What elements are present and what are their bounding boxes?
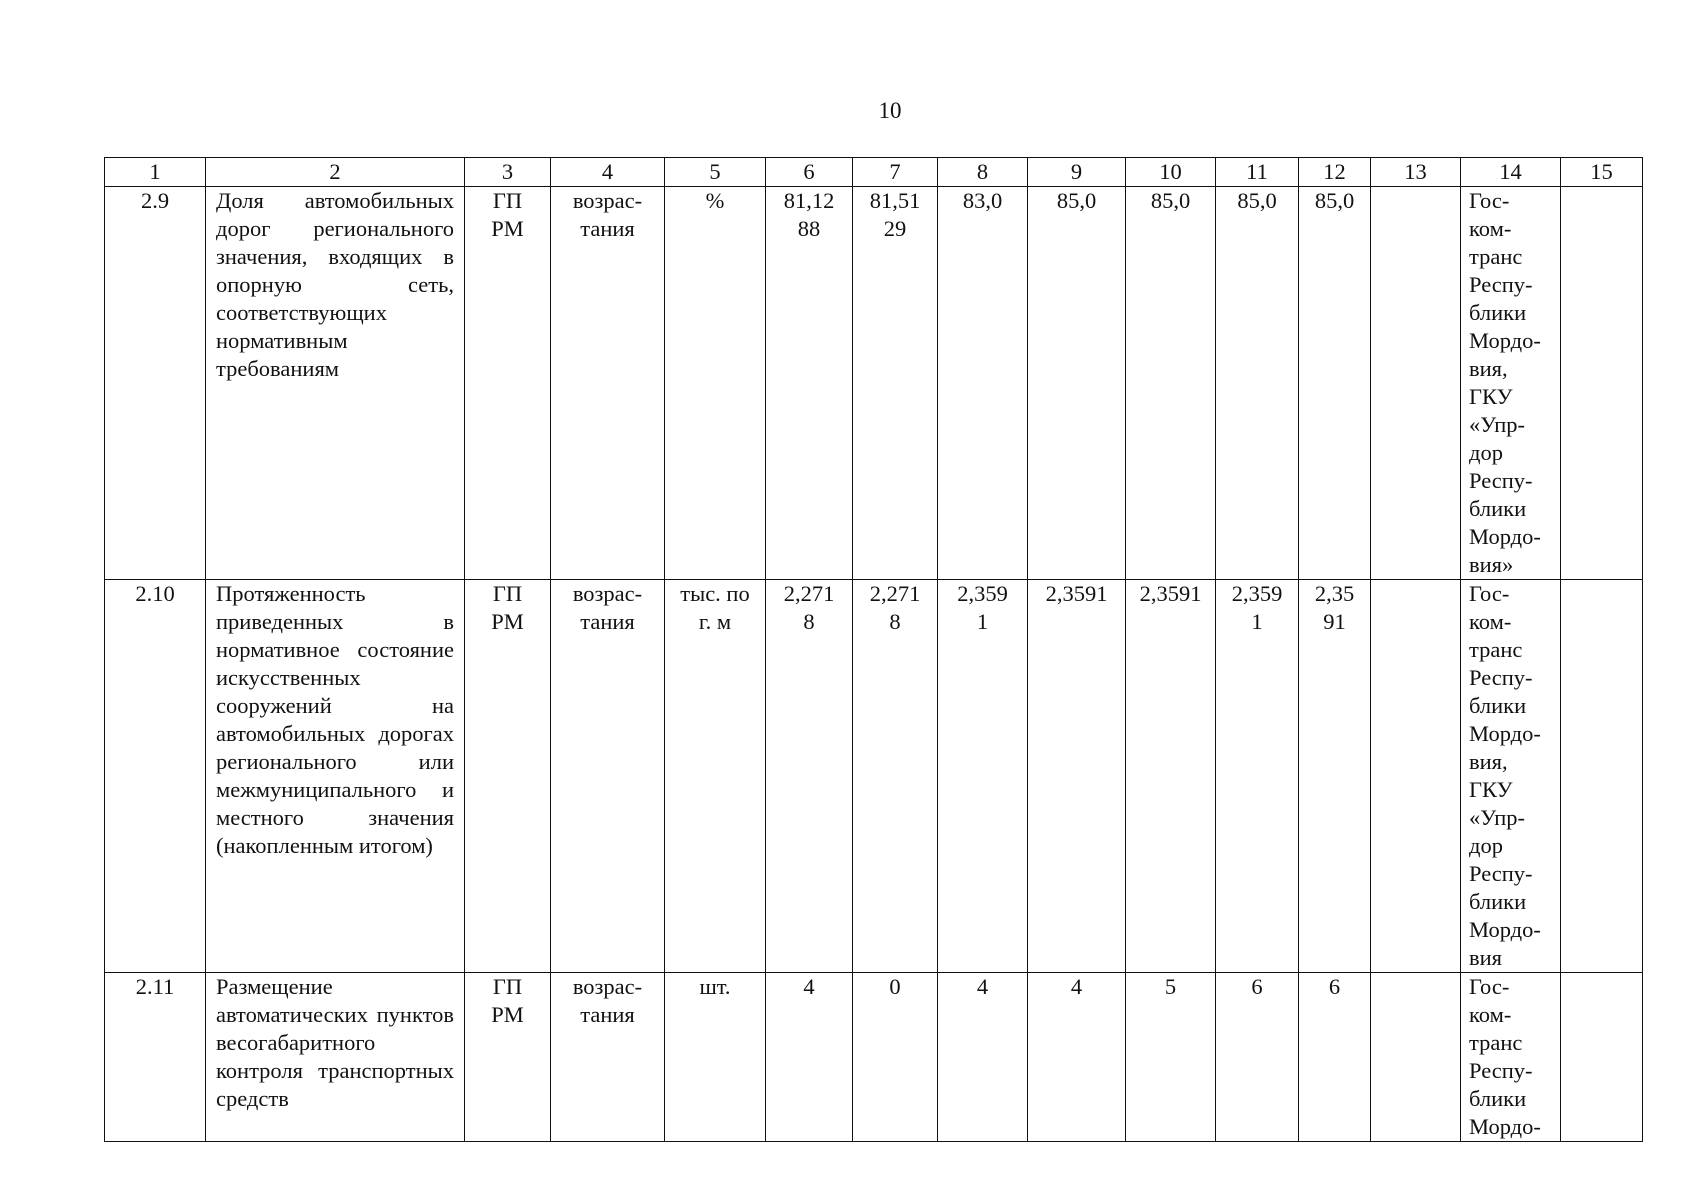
- value-cell: 2,3591: [1126, 580, 1216, 973]
- column-header: 6: [766, 158, 853, 187]
- column-header: 14: [1461, 158, 1561, 187]
- row-number: 2.11: [105, 973, 206, 1142]
- value-cell: [1371, 187, 1461, 580]
- table-header: [105, 158, 1643, 187]
- column-header: 9: [1028, 158, 1126, 187]
- column-header: 4: [551, 158, 665, 187]
- column-header: 1: [105, 158, 206, 187]
- value-cell: 2,271 8: [766, 580, 853, 973]
- table-row: [105, 580, 1643, 973]
- row-number: 2.9: [105, 187, 206, 580]
- table-row: [105, 187, 1643, 580]
- column-header: 2: [206, 158, 465, 187]
- indicator-name: Доля автомобильных дорог регионального значения, входящих в опорную сеть, соответствующих нормативным требованиям: [206, 187, 465, 580]
- value-cell: 6: [1216, 973, 1299, 1142]
- row-number: 2.10: [105, 580, 206, 973]
- unit-cell: %: [665, 187, 766, 580]
- column-header: 10: [1126, 158, 1216, 187]
- program-cell: ГП РМ: [465, 580, 551, 973]
- responsible-cell: Гос- ком- транс Респу- блики Мордо- вия, ГКУ «Упр- дор Респу- блики Мордо- вия»: [1461, 187, 1561, 580]
- value-cell: 5: [1126, 973, 1216, 1142]
- trend-cell: возрас- тания: [551, 187, 665, 580]
- value-cell: 85,0: [1299, 187, 1371, 580]
- value-cell: 81,51 29: [853, 187, 938, 580]
- unit-cell: тыс. по г. м: [665, 580, 766, 973]
- empty-cell: [1561, 580, 1643, 973]
- empty-cell: [1561, 187, 1643, 580]
- column-header: 8: [938, 158, 1028, 187]
- trend-cell: возрас- тания: [551, 580, 665, 973]
- responsible-cell: Гос- ком- транс Респу- блики Мордо- вия, ГКУ «Упр- дор Респу- блики Мордо- вия: [1461, 580, 1561, 973]
- value-cell: 85,0: [1028, 187, 1126, 580]
- empty-cell: [1561, 973, 1643, 1142]
- value-cell: 4: [766, 973, 853, 1142]
- value-cell: 2,359 1: [1216, 580, 1299, 973]
- value-cell: 81,12 88: [766, 187, 853, 580]
- value-cell: 6: [1299, 973, 1371, 1142]
- responsible-cell: Гос- ком- транс Респу- блики Мордо-: [1461, 973, 1561, 1142]
- value-cell: 2,359 1: [938, 580, 1028, 973]
- value-cell: 4: [1028, 973, 1126, 1142]
- value-cell: 85,0: [1216, 187, 1299, 580]
- program-cell: ГП РМ: [465, 973, 551, 1142]
- value-cell: [1371, 580, 1461, 973]
- program-cell: ГП РМ: [465, 187, 551, 580]
- value-cell: 83,0: [938, 187, 1028, 580]
- value-cell: 0: [853, 973, 938, 1142]
- value-cell: [1371, 973, 1461, 1142]
- indicator-name: Протяженность приведенных в нормативное состояние искусственных сооружений на автомобильных дорогах регионального или межмуниципального и местного значения (накопленным итогом): [206, 580, 465, 973]
- column-header: 13: [1371, 158, 1461, 187]
- indicator-name: Размещение автоматических пунктов весогабаритного контроля транспортных средств: [206, 973, 465, 1142]
- value-cell: 2,35 91: [1299, 580, 1371, 973]
- column-header: 12: [1299, 158, 1371, 187]
- column-header: 11: [1216, 158, 1299, 187]
- indicators-table: [104, 157, 1643, 1142]
- value-cell: 2,271 8: [853, 580, 938, 973]
- value-cell: 2,3591: [1028, 580, 1126, 973]
- column-header: 7: [853, 158, 938, 187]
- trend-cell: возрас- тания: [551, 973, 665, 1142]
- table-row: [105, 973, 1643, 1142]
- column-header: 5: [665, 158, 766, 187]
- value-cell: 85,0: [1126, 187, 1216, 580]
- value-cell: 4: [938, 973, 1028, 1142]
- column-header: 15: [1561, 158, 1643, 187]
- unit-cell: шт.: [665, 973, 766, 1142]
- page-number: 10: [878, 98, 902, 123]
- column-header: 3: [465, 158, 551, 187]
- header-row: [105, 158, 1643, 187]
